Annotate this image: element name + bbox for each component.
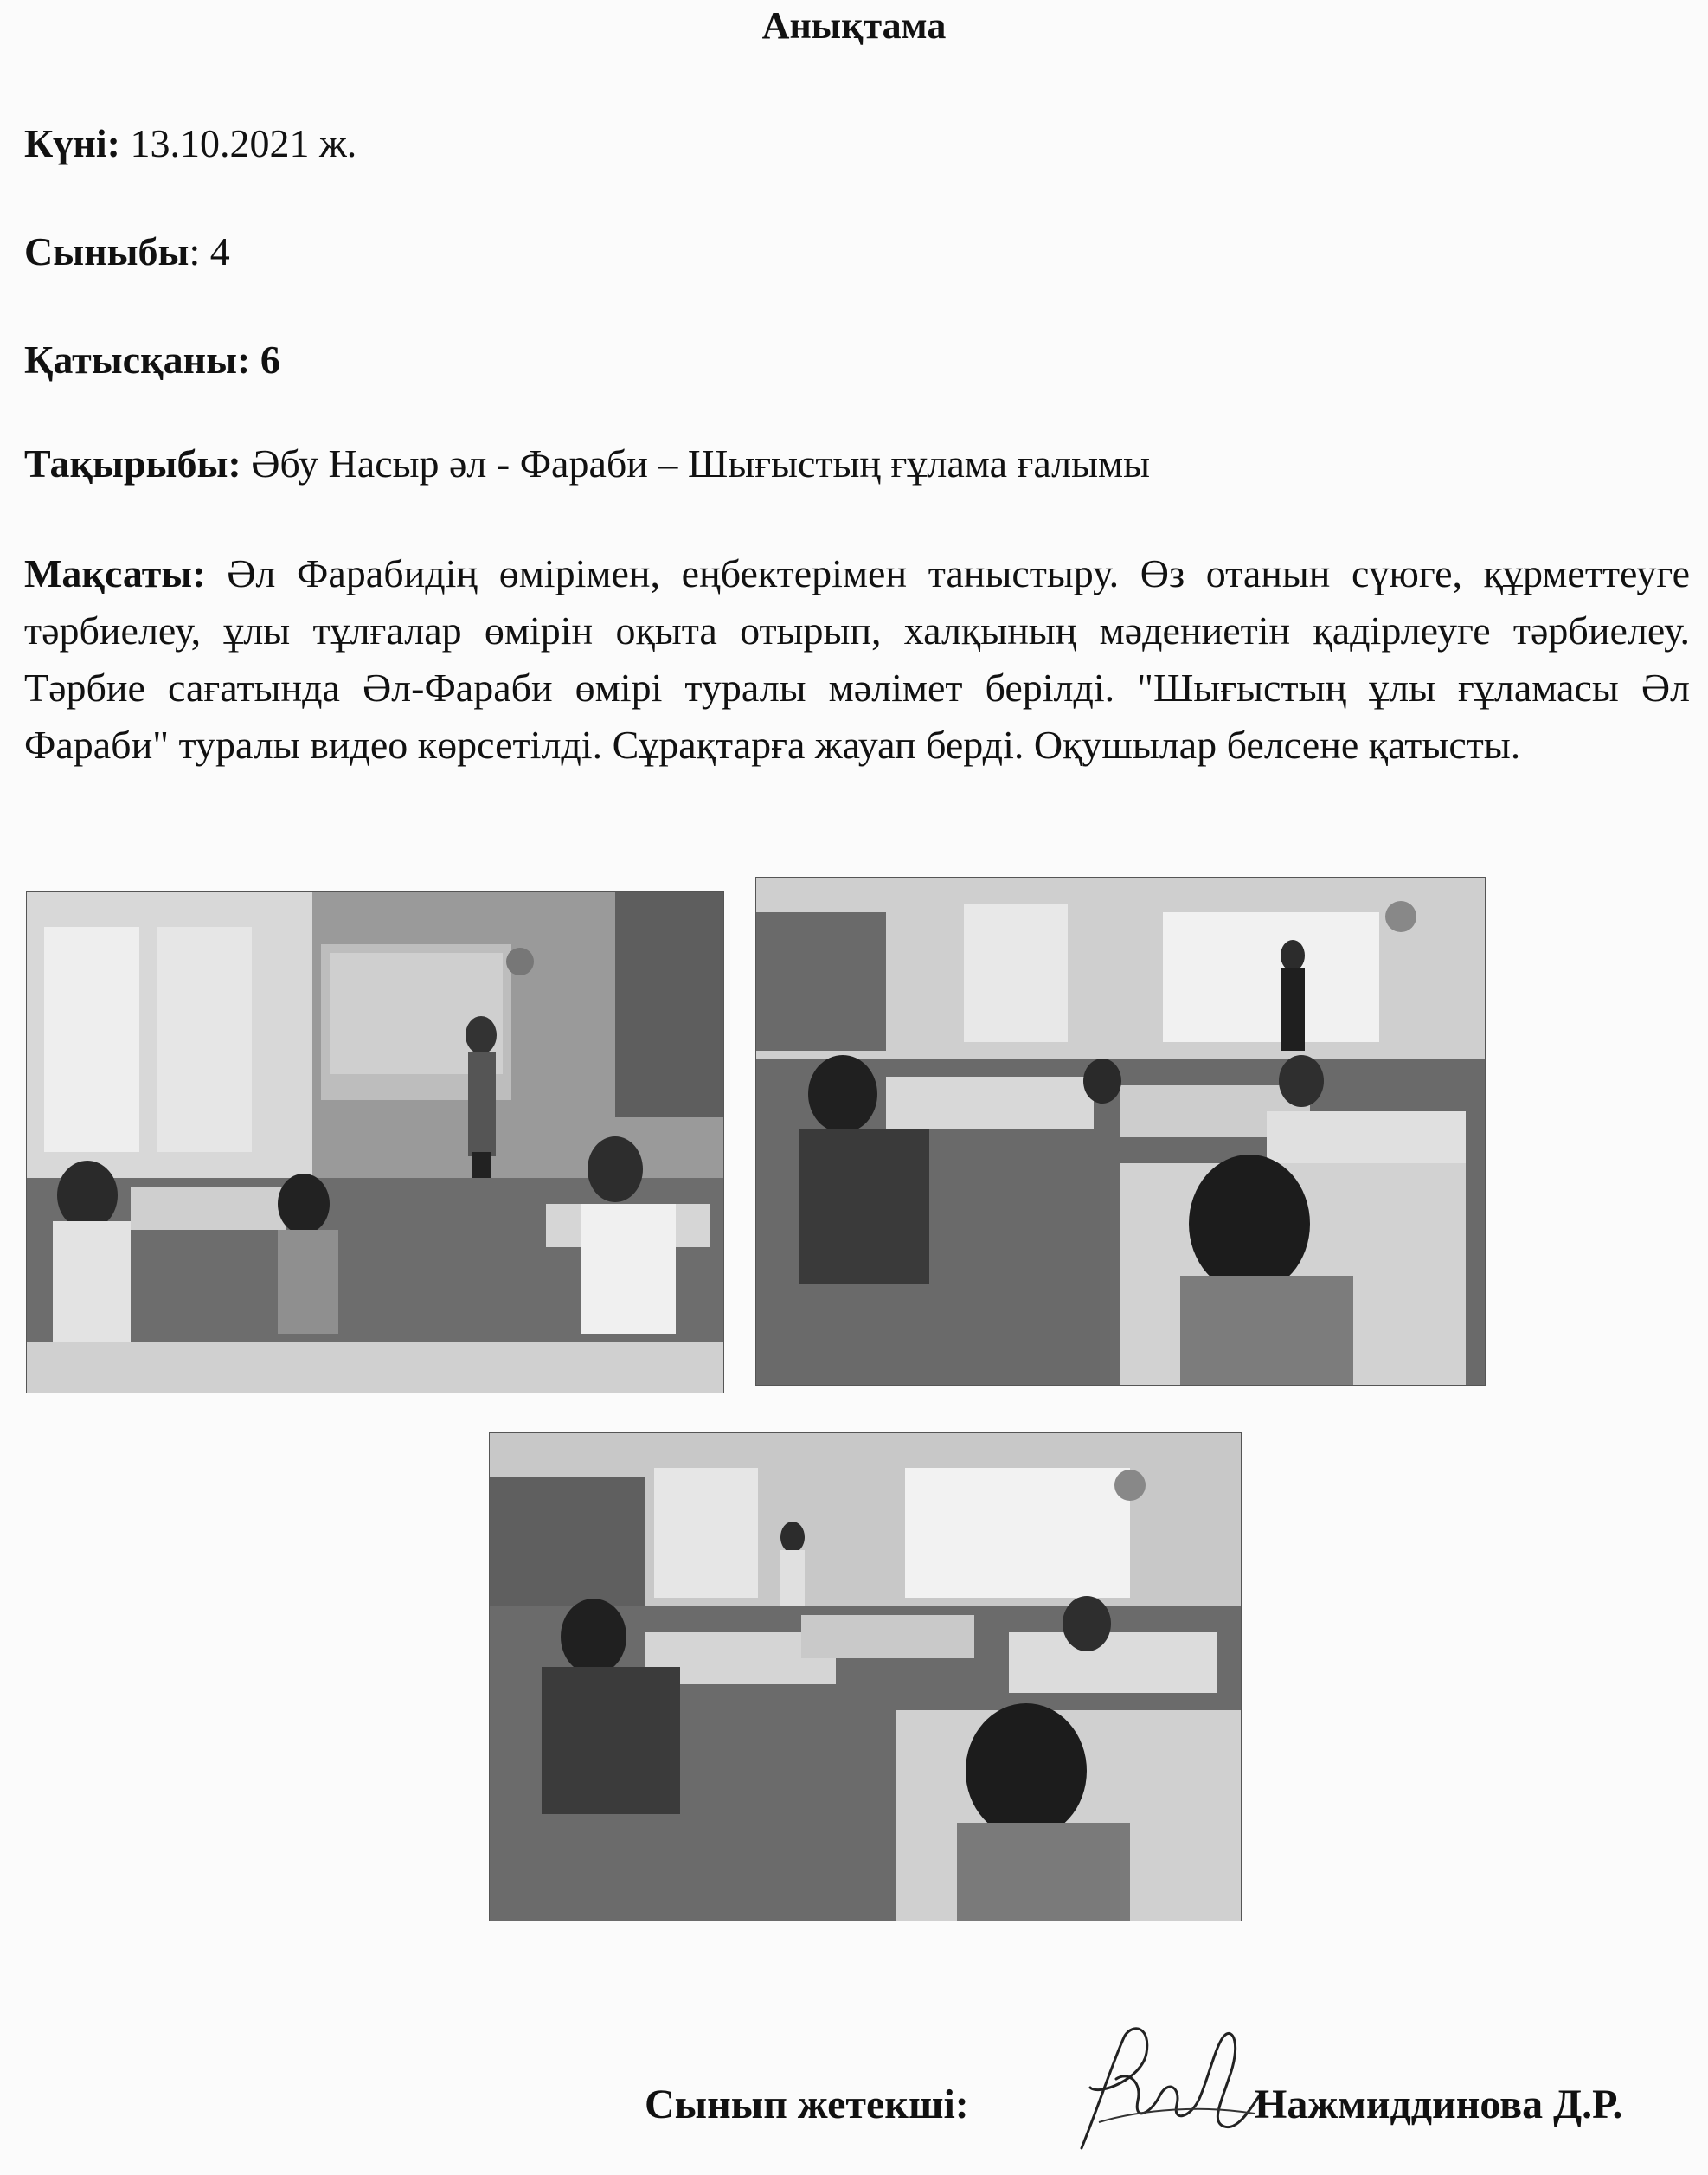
date-value: 13.10.2021 ж. bbox=[119, 121, 357, 165]
topic-value: Әбу Насыр әл - Фараби – Шығыстың ғұлама ғалымы bbox=[241, 441, 1151, 486]
signature-block bbox=[0, 2070, 1708, 2157]
classroom-photo-2 bbox=[755, 877, 1486, 1386]
classroom-photo-3 bbox=[489, 1432, 1242, 1921]
classroom-photo-1 bbox=[26, 891, 724, 1393]
class-field bbox=[24, 228, 230, 275]
attended-field bbox=[24, 336, 280, 383]
date-label: Күні: bbox=[24, 121, 120, 165]
goal-paragraph bbox=[24, 545, 1690, 774]
document-title: Анықтама bbox=[761, 4, 947, 47]
attended-label: Қатысқаны: 6 bbox=[24, 338, 280, 382]
topic-field bbox=[24, 440, 1150, 487]
topic-label: Тақырыбы: bbox=[24, 441, 241, 486]
goal-label: Мақсаты: bbox=[24, 551, 206, 595]
date-field bbox=[24, 119, 356, 167]
handwritten-signature bbox=[1064, 2018, 1272, 2165]
class-label: Сыныбы bbox=[24, 229, 189, 273]
signer-name: Нажмиддинова Д.Р. bbox=[1255, 2082, 1623, 2127]
signer-label: Сынып жетекші: bbox=[645, 2082, 969, 2127]
goal-text: Әл Фарабидің өмірімен, еңбектерімен таныстыру. Өз отанын сүюге, құрметтеуге тәрбиелеу, ұлы тұлғалар өмірін оқыта отырып, халқының мәдениетін қадірлеуге тәрбиелеу. Тәрбие сағатында Әл-Фараби өмірі туралы мәлімет берілді. "Шығыстың ұлы ғұламасы Әл Фараби" туралы видео көрсетілді. Сұрақтарға жауап берді. Оқушылар белсене қатысты. bbox=[24, 551, 1690, 767]
class-value: : 4 bbox=[189, 229, 230, 273]
